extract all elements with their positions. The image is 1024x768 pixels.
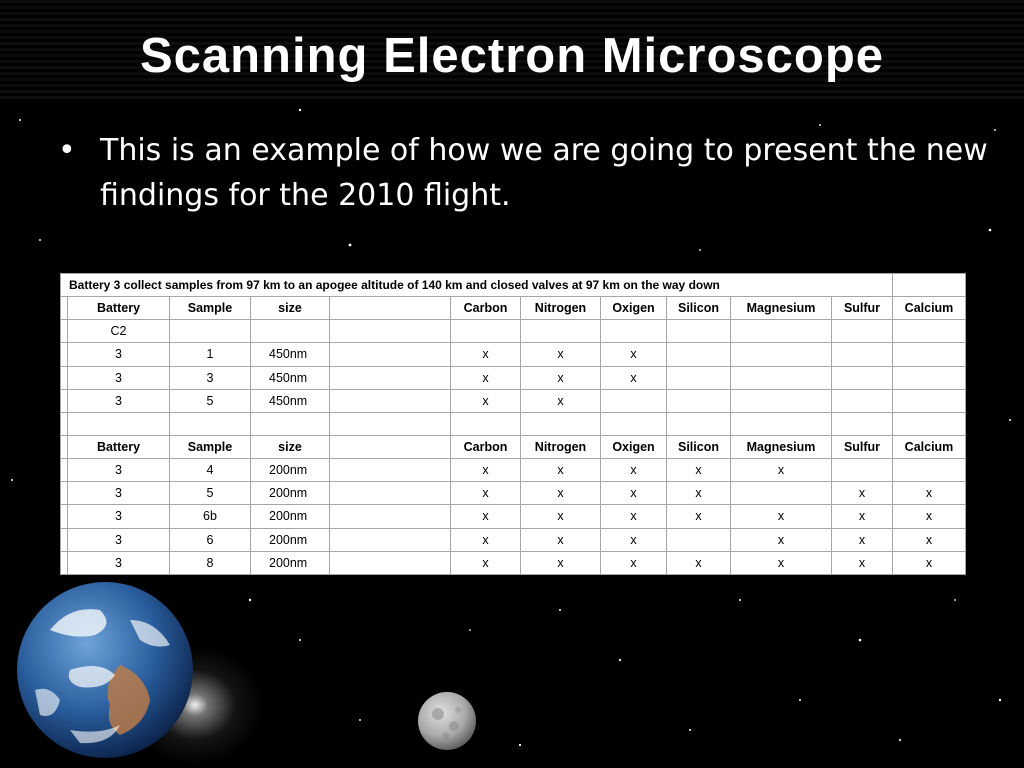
table-cell	[731, 320, 832, 343]
table-cell	[731, 343, 832, 366]
table-cell: x	[667, 459, 731, 482]
table-cell: 200nm	[251, 528, 330, 551]
table-cell: x	[451, 389, 521, 412]
table-cell	[330, 343, 451, 366]
table-header-cell: Magnesium	[731, 435, 832, 458]
table-row	[61, 528, 966, 551]
table-header-cell: Battery	[68, 435, 170, 458]
table-cell	[601, 412, 667, 435]
table-cell	[731, 482, 832, 505]
table-cell: x	[667, 551, 731, 574]
table-cell	[832, 412, 893, 435]
table-cell	[61, 343, 68, 366]
caption-row	[61, 274, 966, 297]
table-cell: x	[667, 505, 731, 528]
table-header-cell: size	[251, 435, 330, 458]
table-cell: x	[451, 505, 521, 528]
table-cell: x	[667, 482, 731, 505]
table-cell: x	[832, 505, 893, 528]
table-header-cell	[330, 435, 451, 458]
table-cell: x	[521, 505, 601, 528]
table-row	[61, 343, 966, 366]
table-cell	[832, 459, 893, 482]
table-cell	[330, 412, 451, 435]
table-cell	[451, 320, 521, 343]
table-cell	[893, 274, 966, 297]
table-cell	[893, 343, 966, 366]
table-cell: x	[731, 551, 832, 574]
table-cell	[251, 320, 330, 343]
table-header-cell: size	[251, 297, 330, 320]
table-cell	[61, 505, 68, 528]
table-cell	[893, 366, 966, 389]
table-cell	[330, 528, 451, 551]
earth-image	[10, 570, 210, 768]
table-cell	[170, 320, 251, 343]
table-cell: x	[601, 459, 667, 482]
table-cell	[61, 297, 68, 320]
header-row	[61, 435, 966, 458]
table-cell: x	[893, 505, 966, 528]
table-row	[61, 505, 966, 528]
table-header-cell	[330, 297, 451, 320]
table-cell: 3	[68, 505, 170, 528]
table-cell: 3	[170, 366, 251, 389]
table-cell: x	[451, 528, 521, 551]
table-cell: x	[521, 551, 601, 574]
table-header-cell: Sample	[170, 435, 251, 458]
table-cell: x	[832, 551, 893, 574]
table-cell: x	[521, 528, 601, 551]
table-cell: 200nm	[251, 482, 330, 505]
table-cell: 200nm	[251, 505, 330, 528]
table-cell	[330, 505, 451, 528]
table-cell: x	[521, 366, 601, 389]
table-cell: 3	[68, 389, 170, 412]
table-cell: x	[893, 482, 966, 505]
table-cell: 3	[68, 528, 170, 551]
spacer-row	[61, 412, 966, 435]
table-cell: 450nm	[251, 389, 330, 412]
table-cell: x	[893, 528, 966, 551]
table-cell: 3	[68, 366, 170, 389]
table-cell	[61, 366, 68, 389]
table-cell	[61, 482, 68, 505]
table-cell	[451, 412, 521, 435]
table-header-cell: Nitrogen	[521, 435, 601, 458]
table-header-cell: Carbon	[451, 435, 521, 458]
table-row	[61, 482, 966, 505]
table-cell	[330, 389, 451, 412]
table-cell: x	[601, 482, 667, 505]
table-cell: x	[832, 528, 893, 551]
bullet-marker: •	[58, 133, 76, 168]
table-cell	[667, 389, 731, 412]
table-cell	[731, 412, 832, 435]
table-cell	[61, 459, 68, 482]
table-cell	[832, 389, 893, 412]
table-cell	[893, 389, 966, 412]
table-header-cell: Oxigen	[601, 435, 667, 458]
table-cell	[832, 366, 893, 389]
table-cell	[521, 320, 601, 343]
table-cell	[170, 412, 251, 435]
table-header-cell: Silicon	[667, 435, 731, 458]
table-cell	[601, 320, 667, 343]
table-cell: x	[521, 459, 601, 482]
table-cell	[667, 366, 731, 389]
table-cell: x	[451, 343, 521, 366]
table-cell	[61, 320, 68, 343]
table-cell: x	[601, 343, 667, 366]
table-cell	[667, 343, 731, 366]
table-cell: x	[731, 528, 832, 551]
table-header-cell: Carbon	[451, 297, 521, 320]
table-row	[61, 459, 966, 482]
table-row	[61, 389, 966, 412]
table-header-cell: Nitrogen	[521, 297, 601, 320]
header-row	[61, 297, 966, 320]
bullet-item	[58, 128, 988, 218]
table-cell	[330, 320, 451, 343]
table-cell	[893, 412, 966, 435]
table-header-cell: Silicon	[667, 297, 731, 320]
table-cell	[667, 528, 731, 551]
table-row	[61, 320, 966, 343]
table-cell	[61, 389, 68, 412]
table-header-cell: Calcium	[893, 297, 966, 320]
table-cell: 8	[170, 551, 251, 574]
table-cell: 200nm	[251, 551, 330, 574]
table-cell: x	[521, 389, 601, 412]
table-cell	[731, 366, 832, 389]
moon-image	[416, 690, 478, 752]
table-cell: x	[731, 505, 832, 528]
table-cell: x	[451, 482, 521, 505]
table-cell: 3	[68, 343, 170, 366]
table-cell	[667, 412, 731, 435]
table-cell: x	[601, 366, 667, 389]
table-cell: x	[451, 459, 521, 482]
table-cell: 450nm	[251, 366, 330, 389]
table-cell: 3	[68, 459, 170, 482]
table-cell: 6	[170, 528, 251, 551]
table-cell	[61, 435, 68, 458]
table-cell: 450nm	[251, 343, 330, 366]
table-header-cell: Calcium	[893, 435, 966, 458]
table-cell: 3	[68, 482, 170, 505]
table-cell	[667, 320, 731, 343]
table-cell	[893, 320, 966, 343]
table-cell	[61, 528, 68, 551]
table-cell	[893, 459, 966, 482]
table-cell: x	[451, 551, 521, 574]
table-cell	[251, 412, 330, 435]
table-cell	[61, 412, 68, 435]
table-cell	[68, 412, 170, 435]
table-cell: x	[521, 482, 601, 505]
table-cell	[330, 459, 451, 482]
table-cell: 5	[170, 482, 251, 505]
table-header-cell: Sulfur	[832, 435, 893, 458]
table-cell: x	[601, 505, 667, 528]
table-cell	[832, 343, 893, 366]
table-header-cell: Sample	[170, 297, 251, 320]
table-cell	[731, 389, 832, 412]
table-cell: 1	[170, 343, 251, 366]
table-cell	[330, 551, 451, 574]
table-cell: x	[731, 459, 832, 482]
bullet-text: This is an example of how we are going to present the new findings for the 2010 flight.	[100, 133, 988, 213]
table-header-cell: Sulfur	[832, 297, 893, 320]
table-header-cell: Magnesium	[731, 297, 832, 320]
table-cell: x	[601, 551, 667, 574]
table-cell: x	[832, 482, 893, 505]
table-cell: 3	[68, 551, 170, 574]
slide-title: Scanning Electron Microscope	[139, 29, 885, 83]
table-cell: x	[893, 551, 966, 574]
findings-table	[60, 273, 966, 575]
table-cell	[330, 366, 451, 389]
table-cell	[521, 412, 601, 435]
table-cell: 6b	[170, 505, 251, 528]
table-cell	[601, 389, 667, 412]
table-cell	[330, 482, 451, 505]
table-cell: 200nm	[251, 459, 330, 482]
table-header-cell: Oxigen	[601, 297, 667, 320]
table-cell	[832, 320, 893, 343]
table-cell: C2	[68, 320, 170, 343]
table-cell: x	[451, 366, 521, 389]
table-row	[61, 366, 966, 389]
table-header-cell: Battery	[68, 297, 170, 320]
table-cell: 4	[170, 459, 251, 482]
table-cell: x	[521, 343, 601, 366]
table-cell: 5	[170, 389, 251, 412]
table-caption: Battery 3 collect samples from 97 km to an apogee altitude of 140 km and closed valves at 97 km on the way down	[61, 274, 893, 297]
table-cell: x	[601, 528, 667, 551]
